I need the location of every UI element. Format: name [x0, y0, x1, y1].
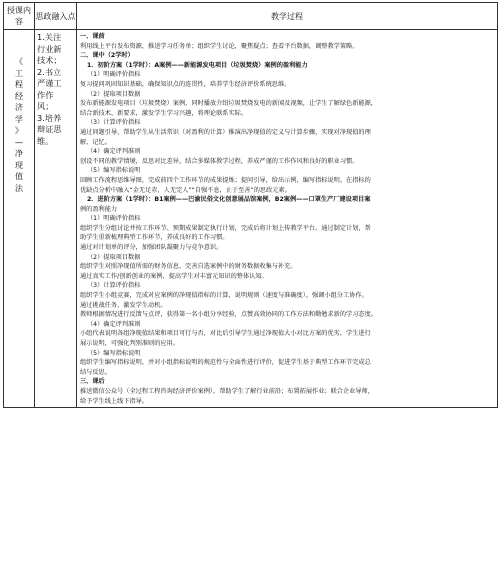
process-line: 通过问题引导，帮助学生从生活常识（对盈利的计算）推演出净现值的定义与计算步骤，实现对净现值的理: [80, 128, 371, 136]
content-char: 经: [14, 90, 24, 101]
content-char: 净: [14, 148, 24, 158]
process-line: 组织学生小组竞赛，完成对应案例的净现值指标的计算，说明规则（速度与准确度），强调小组分工协作。: [80, 292, 368, 300]
content-char: 法: [14, 182, 24, 193]
lesson-plan-table: [3, 2, 498, 408]
process-line: （5）编写指标说明: [87, 349, 141, 357]
ideological-point-line: 1.关注: [37, 32, 62, 42]
process-line: 助学生重新梳理典型工作环节，养成良好的工作习惯。: [80, 234, 229, 242]
process-line: 利用线上平台发布资源，推送学习任务单；组织学生讨论，聚焦疑点；查看平台数据，调整教学策略。: [80, 42, 359, 50]
process-line: 组织学生编写指标说明，并对小组指标说明的规范性与全面性进行评价，促进学生基于典型工作环节完成总: [80, 359, 371, 367]
process-line: 通过挑战任务，激发学生动机。: [80, 301, 167, 309]
process-line: 组织学生分组讨论并按工作环节、预期成果制定执行计划，完成后将计划上传教学平台。通过制定计划，帮: [80, 224, 371, 232]
process-line: 复习提问巩固知识基础，确保知识点的连贯性，培养学生经济评价系统思维。: [80, 80, 291, 88]
process-line: 展示说明，可强化判别准则的应用。: [80, 340, 179, 347]
header-ideological-points: 思政融入点: [35, 3, 77, 30]
header-teaching-process: 教学过程: [77, 3, 498, 30]
ideological-points-cell: [35, 30, 77, 408]
ideological-point-line: 维。: [37, 135, 54, 146]
content-cell: [4, 30, 35, 408]
content-char: 值: [14, 171, 24, 181]
ideological-point-line: 行业新: [37, 43, 62, 54]
process-line: 优缺点分析中融入“金无足赤，人无完人”“自强不息，止于至善”的思政元素。: [80, 186, 291, 194]
content-char: —: [14, 136, 24, 147]
ideological-point-line: 2.书立: [37, 66, 62, 77]
ideological-point-line: 严谨工: [37, 78, 62, 88]
content-char: 程: [14, 79, 24, 89]
process-line: 通过真实工作/创新创业的案例，提高学生对丰富元知识的整体认知。: [80, 272, 268, 280]
content-char: 工: [14, 67, 24, 78]
process-line: （1）明确评价指标: [87, 71, 141, 79]
ideological-point-line: 辩证思: [37, 124, 62, 134]
ideological-point-line: 作作: [37, 89, 54, 100]
process-line: 一、课前: [80, 33, 105, 40]
process-line: 回顾工作流程思维导图，完成前四个工作环节的成果提炼；提问引导，给出示例，编写指标说明。在指标的: [80, 176, 371, 184]
process-line: （3）计算评价指标: [87, 119, 141, 127]
process-line: （3）计算评价指标: [87, 282, 141, 290]
ideological-point-line: 3.培养: [37, 112, 62, 123]
process-line: 结合新技术、新要求，激发学生学习兴趣，将理论联系实际。: [80, 109, 248, 117]
process-line: （2）提取项目数据: [87, 253, 141, 261]
content-char: 济: [14, 102, 24, 112]
content-char: 现: [14, 159, 24, 170]
process-line: （4）确定评判准则: [87, 320, 141, 328]
body-row: [4, 30, 498, 408]
process-line: 1．初阶方案（1学时）：A案例——新能源发电项目（垃圾焚烧）案例的盈利能力: [87, 61, 308, 69]
process-line: （2）提取项目数据: [87, 90, 141, 98]
process-line: 小组代表说明各组净现值结果和项目可行与否，对比后引导学生通过净现值大小对比方案的优劣，学生进行: [80, 330, 371, 338]
process-line: 例的盈利能力: [80, 205, 118, 213]
content-char: 》: [14, 125, 24, 135]
teaching-process-cell: [77, 30, 498, 408]
process-line: 推送微信公众号（全过程工程咨询经济评价案例），帮助学生了解行业前沿；布置拓展作业；联合企业导师，: [80, 387, 374, 395]
process-line: 解、记忆。: [80, 138, 111, 146]
process-line: 三、课后: [80, 378, 105, 386]
process-line: 通过对计划单的评分，加强团队凝聚力与竞争意识。: [80, 244, 223, 252]
process-line: 2．进阶方案（1学时）：B1案例——巴渝民俗文化创意展品馆案例，B2案例——口罩生产厂建设项目案: [87, 196, 371, 204]
ideological-point-line: 风；: [37, 101, 54, 111]
process-line: （5）编写指标说明: [87, 167, 141, 175]
ideological-point-line: 技术；: [37, 55, 62, 65]
process-line: 结与反思。: [80, 368, 111, 376]
process-line: （4）确定评判准则: [87, 148, 141, 156]
process-line: 教师根据情况进行反馈与点评，获得第一名小组分享经验，点赞高效协同的工作方法和勤勉求新的学习态度。: [80, 311, 377, 319]
header-row: [4, 3, 498, 30]
process-line: 给予学生线上线下指导。: [80, 397, 149, 405]
content-char: 学: [14, 113, 24, 124]
content-char: 《: [14, 56, 24, 66]
process-line: （1）明确评价指标: [87, 215, 141, 223]
process-line: 创设不同的教学情境，反思对比差异，结合多媒体教学过程，养成严谨的工作作风和良好的职业习惯。: [80, 157, 359, 165]
process-line: 二、课中（2学时）: [80, 52, 134, 60]
process-line: 发布新能源发电项目（垃圾焚烧）案例，同时播放介绍垃圾焚烧发电的新闻及视频，让学生了解绿色新能源，: [80, 100, 377, 108]
process-line: 组织学生对照净现值所需的财务信息，完善自选案例中的财务数据收集与补充。: [80, 263, 297, 271]
header-content: 授课内容: [4, 3, 35, 30]
